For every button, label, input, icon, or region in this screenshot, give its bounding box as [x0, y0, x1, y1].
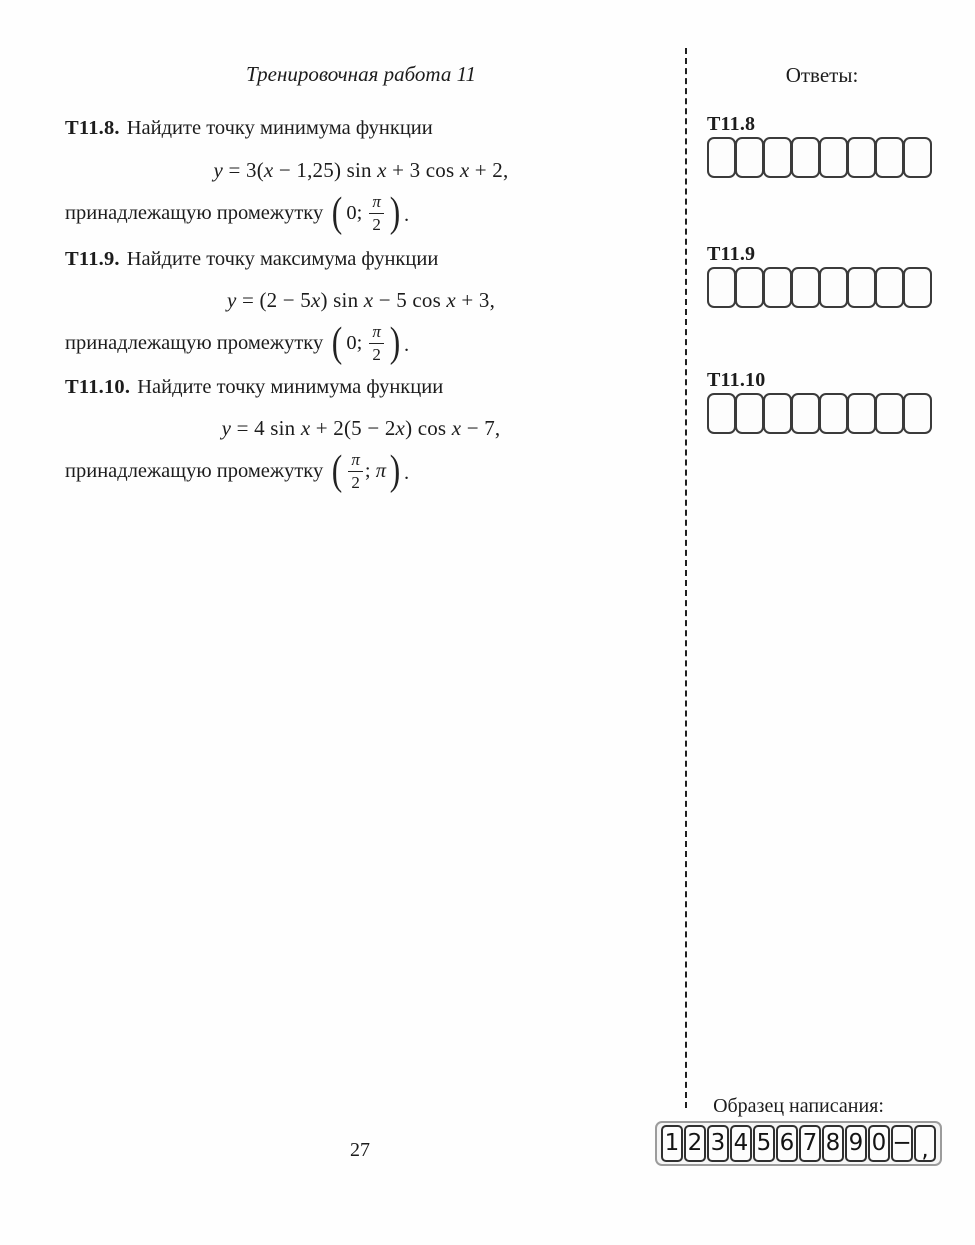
- formula-segment: = 3(: [223, 158, 264, 182]
- close-paren: ): [389, 320, 401, 366]
- fraction-numerator: π: [348, 450, 363, 471]
- answer-block: [707, 368, 939, 434]
- problem-block: [65, 245, 657, 367]
- answer-cell: [791, 393, 820, 434]
- interval-text: 0;: [346, 331, 368, 354]
- formula-segment: − 1,25) sin: [273, 158, 378, 182]
- open-paren: (: [332, 190, 343, 236]
- sample-char: 0: [871, 1130, 887, 1156]
- problem-statement-line: [65, 114, 657, 142]
- answer-cell: [735, 267, 764, 308]
- close-paren: ): [389, 448, 401, 494]
- interval-expression: [328, 192, 409, 234]
- sample-char: ,: [921, 1137, 929, 1163]
- problem-id: Т11.9.: [65, 248, 120, 270]
- sample-char-cell: [707, 1125, 729, 1162]
- formula-segment: = 4 sin: [231, 416, 301, 440]
- answer-cell: [819, 393, 848, 434]
- close-paren: ): [389, 190, 401, 236]
- sample-char-cell: [868, 1125, 890, 1162]
- interval-expression: [328, 450, 409, 492]
- answer-cell: [763, 267, 792, 308]
- answer-cells-row: [707, 393, 939, 434]
- interval-prefix: принадлежащую промежутку: [65, 331, 329, 354]
- interval-text: π: [375, 459, 386, 482]
- interval-line: [65, 319, 657, 367]
- problem-block: [65, 114, 657, 237]
- formula-segment: x: [451, 416, 462, 440]
- page-number: 27: [350, 1139, 370, 1161]
- problem-statement-line: [65, 245, 657, 273]
- interval-line: [65, 447, 657, 495]
- sample-char-cell: [730, 1125, 752, 1162]
- answer-cell: [819, 137, 848, 178]
- interval-suffix: .: [403, 334, 410, 356]
- answer-cell: [847, 267, 876, 308]
- answer-cells-row: [707, 137, 939, 178]
- answer-cell: [903, 267, 932, 308]
- formula-segment: x: [395, 416, 406, 440]
- answer-cell: [875, 393, 904, 434]
- sample-char: 6: [779, 1130, 795, 1156]
- formula-segment: x: [446, 288, 456, 312]
- interval-text: ;: [364, 459, 376, 482]
- answer-cell: [875, 267, 904, 308]
- sample-char: 7: [802, 1130, 818, 1156]
- fraction-numerator: π: [369, 322, 384, 343]
- problem-formula: [65, 155, 657, 185]
- sample-char: 2: [687, 1130, 703, 1156]
- answer-cell: [791, 267, 820, 308]
- fraction: [369, 192, 384, 233]
- answer-cell: [847, 137, 876, 178]
- open-paren: (: [332, 448, 343, 494]
- formula-segment: − 7,: [461, 416, 501, 440]
- answers-title: Ответы:: [785, 63, 859, 87]
- answer-cell: [707, 267, 736, 308]
- formula-segment: x: [363, 288, 374, 312]
- problem-statement-line: [65, 373, 657, 401]
- problem-formula: [65, 413, 657, 443]
- interval-suffix: .: [403, 462, 410, 484]
- answer-label: Т11.8: [707, 113, 756, 135]
- problem-statement: Найдите точку максимума функции: [126, 248, 439, 270]
- sample-char-cell: [684, 1125, 706, 1162]
- sample-char: 1: [664, 1130, 680, 1156]
- formula-segment: y: [213, 158, 224, 182]
- answer-cell: [903, 393, 932, 434]
- answer-cell: [735, 393, 764, 434]
- problem-block: [65, 373, 657, 495]
- answer-cell: [763, 393, 792, 434]
- formula-segment: + 2,: [469, 158, 509, 182]
- answer-cell: [903, 137, 932, 178]
- open-paren: (: [332, 320, 343, 366]
- sample-writing-section: [655, 1094, 942, 1166]
- interval-prefix: принадлежащую промежутку: [65, 459, 329, 482]
- formula-segment: x: [377, 158, 387, 182]
- sample-char: 3: [710, 1130, 726, 1156]
- formula-segment: − 5 cos: [373, 288, 447, 312]
- problems-column: [65, 0, 657, 495]
- answer-cell: [763, 137, 792, 178]
- sample-char: 5: [756, 1130, 772, 1156]
- sample-char: −: [892, 1130, 912, 1156]
- fraction-numerator: π: [369, 192, 384, 213]
- fraction-denominator: 2: [372, 344, 381, 364]
- answer-label: Т11.9: [707, 243, 756, 265]
- dashed-divider: [685, 48, 687, 1108]
- sample-writing-label: Образец написания:: [713, 1095, 884, 1117]
- answer-block: [707, 242, 939, 308]
- formula-segment: x: [263, 158, 274, 182]
- problem-id: Т11.10.: [65, 376, 131, 398]
- formula-segment: ) cos: [405, 416, 452, 440]
- sample-char-cell: [891, 1125, 913, 1162]
- fraction: [348, 450, 363, 491]
- sample-char-cell: [799, 1125, 821, 1162]
- answer-cell: [847, 393, 876, 434]
- page-title: Тренировочная работа 11: [245, 62, 477, 86]
- sample-row: [655, 1121, 942, 1166]
- formula-segment: x: [310, 288, 321, 312]
- sample-char: 9: [848, 1130, 864, 1156]
- answer-cell: [819, 267, 848, 308]
- sample-char-cell: [822, 1125, 844, 1162]
- problem-statement: Найдите точку минимума функции: [137, 376, 444, 398]
- sample-char-cell: [914, 1125, 936, 1162]
- answer-label: Т11.10: [707, 369, 766, 391]
- answer-block: [707, 112, 939, 178]
- answer-cell: [707, 393, 736, 434]
- answer-cell: [735, 137, 764, 178]
- sample-char-cell: [661, 1125, 683, 1162]
- formula-segment: + 3,: [455, 288, 496, 312]
- formula-segment: x: [459, 158, 470, 182]
- interval-expression: [328, 322, 409, 364]
- problem-statement: Найдите точку минимума функции: [126, 117, 433, 139]
- problem-formula: [65, 285, 657, 315]
- answer-cell: [791, 137, 820, 178]
- sample-char-cell: [845, 1125, 867, 1162]
- sample-char-cell: [753, 1125, 775, 1162]
- interval-suffix: .: [403, 204, 410, 226]
- formula-segment: + 3 cos: [386, 158, 460, 182]
- answer-cells-row: [707, 267, 939, 308]
- formula-segment: y: [226, 288, 237, 312]
- formula-segment: = (2 − 5: [236, 288, 311, 312]
- fraction: [369, 322, 384, 363]
- formula-segment: ) sin: [320, 288, 364, 312]
- fraction-denominator: 2: [372, 214, 381, 234]
- fraction-denominator: 2: [351, 472, 360, 492]
- answer-cell: [875, 137, 904, 178]
- formula-segment: y: [221, 416, 232, 440]
- answer-cell: [707, 137, 736, 178]
- sample-char: 4: [733, 1130, 749, 1156]
- sample-char: 8: [825, 1130, 841, 1156]
- interval-line: [65, 189, 657, 237]
- sample-char-cell: [776, 1125, 798, 1162]
- interval-text: 0;: [346, 201, 368, 224]
- formula-segment: + 2(5 − 2: [310, 416, 396, 440]
- problem-id: Т11.8.: [65, 117, 120, 139]
- formula-segment: x: [300, 416, 311, 440]
- interval-prefix: принадлежащую промежутку: [65, 201, 329, 224]
